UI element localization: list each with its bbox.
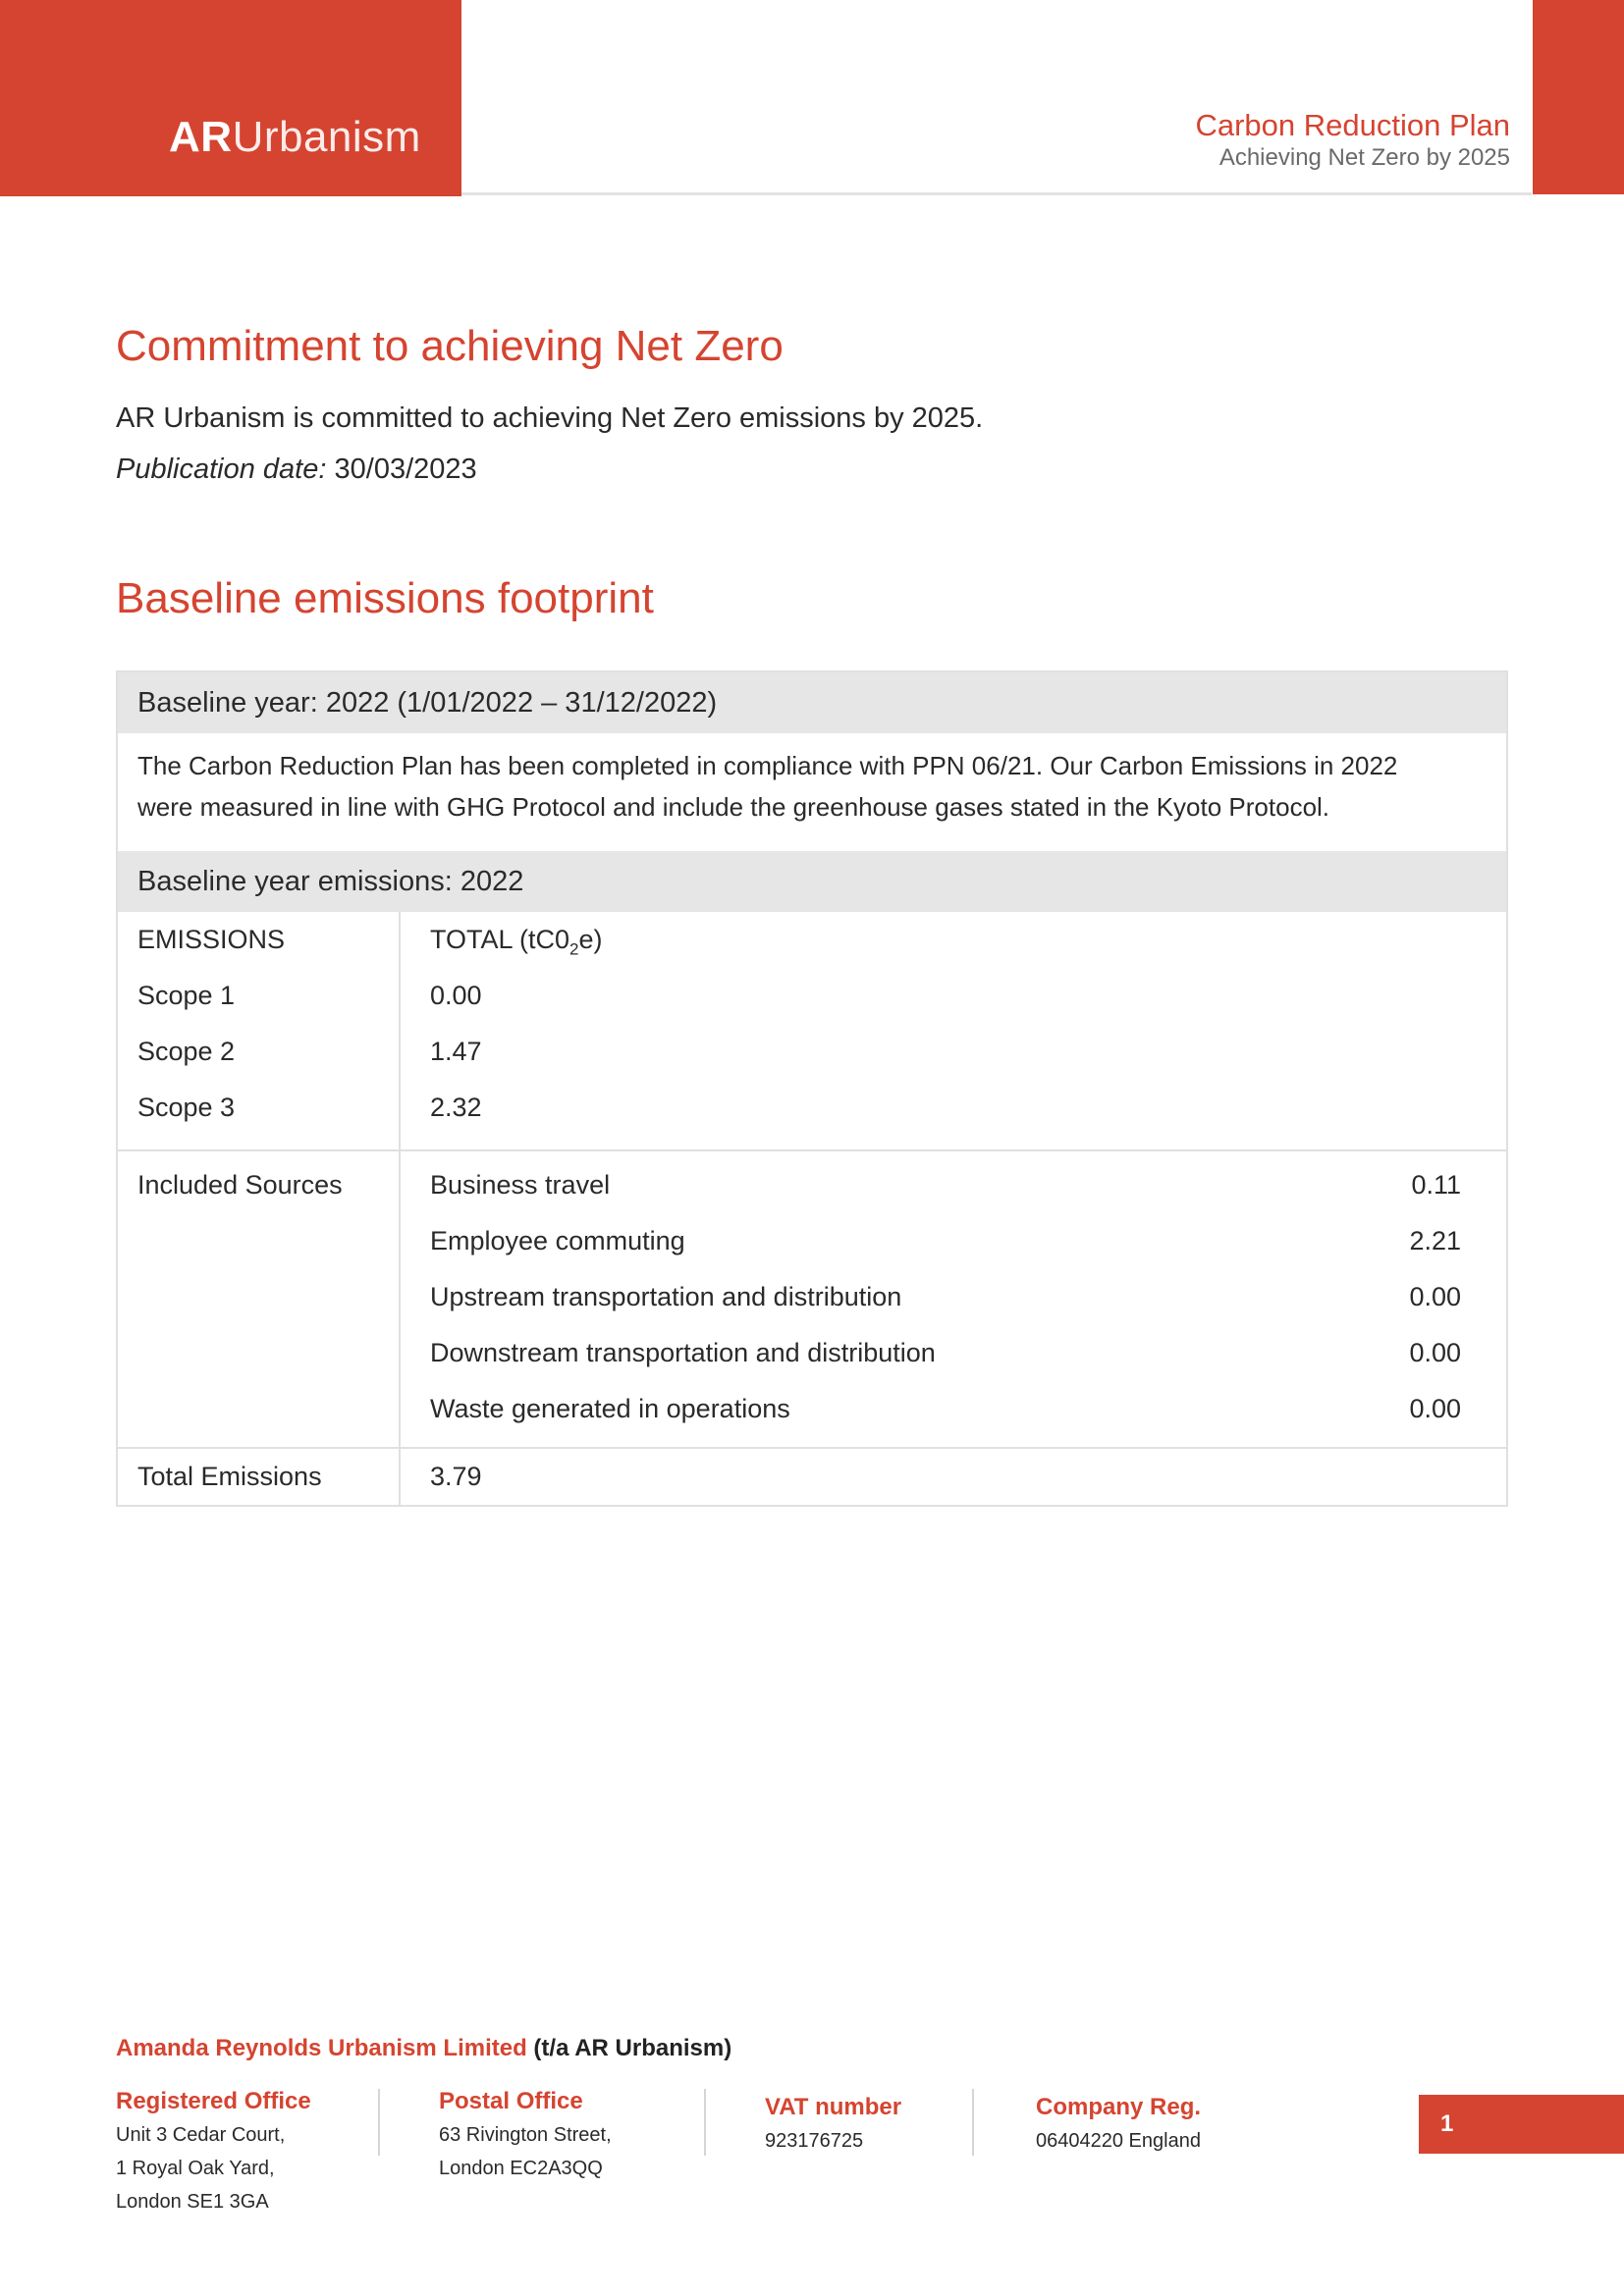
included-sources-row: [118, 1149, 1506, 1447]
included-sources-label: Included Sources: [137, 1170, 343, 1200]
document-subtitle: Achieving Net Zero by 2025: [1218, 144, 1510, 171]
source-name: Business travel: [430, 1170, 611, 1200]
registered-office-heading: Registered Office: [116, 2088, 311, 2114]
header-brand-block: [0, 0, 461, 196]
company-reg-value: 06404220 England: [1036, 2130, 1201, 2152]
header-divider: [461, 192, 1532, 195]
trading-as: (t/a AR Urbanism): [533, 2035, 732, 2061]
source-value: 2.21: [1409, 1226, 1461, 1255]
publication-date-line: [116, 450, 477, 489]
scope-2-value: 1.47: [430, 1037, 482, 1066]
col-header-emissions: EMISSIONS: [137, 925, 286, 954]
commitment-statement: AR Urbanism is committed to achieving Net Zero emissions by 2025.: [116, 402, 984, 434]
footer-separator: [378, 2089, 380, 2156]
scopes-row: [118, 912, 1506, 1149]
postal-office-line1: 63 Rivington Street,: [439, 2124, 612, 2146]
source-item: [430, 1381, 1506, 1437]
baseline-year-band: Baseline year: 2022 (1/01/2022 – 31/12/2022): [118, 672, 1506, 733]
footer-separator: [972, 2089, 974, 2156]
included-sources-list: [401, 1151, 1506, 1447]
vat-number: [765, 2091, 901, 2158]
col-header-total: [430, 912, 1506, 968]
source-name: Waste generated in operations: [430, 1394, 790, 1423]
included-sources-label-col: [118, 1151, 401, 1447]
company-registration: [1036, 2091, 1201, 2158]
col-header-total-suffix: e): [578, 925, 603, 954]
company-logo: [169, 110, 421, 165]
source-item: [430, 1157, 1506, 1213]
publication-label: Publication date:: [116, 454, 327, 485]
total-emissions-value-col: [401, 1449, 1506, 1505]
total-emissions-value: 3.79: [430, 1462, 482, 1491]
total-emissions-row: [118, 1447, 1506, 1505]
registered-office-line1: Unit 3 Cedar Court,: [116, 2124, 286, 2146]
registered-office: [116, 2085, 311, 2218]
source-value: 0.11: [1411, 1170, 1461, 1200]
postal-office-line2: London EC2A3QQ: [439, 2158, 603, 2179]
scope-3-label: Scope 3: [137, 1093, 236, 1122]
registered-office-line2: 1 Royal Oak Yard,: [116, 2158, 275, 2179]
scopes-label-col: [118, 912, 401, 1149]
footer-company-name: [116, 2033, 731, 2064]
col-header-total-sub: 2: [569, 939, 579, 959]
baseline-heading: Baseline emissions footprint: [116, 574, 654, 622]
scope-3-value: 2.32: [430, 1093, 482, 1122]
source-name: Downstream transportation and distribution: [430, 1338, 936, 1367]
scope-2-label: Scope 2: [137, 1037, 236, 1066]
postal-office-heading: Postal Office: [439, 2088, 583, 2114]
logo-ar: AR: [169, 113, 233, 161]
scope-1-value: 0.00: [430, 981, 482, 1010]
source-item: [430, 1213, 1506, 1269]
footer-separator: [704, 2089, 706, 2156]
total-emissions-label: Total Emissions: [137, 1462, 322, 1491]
total-emissions-label-col: [118, 1449, 401, 1505]
source-name: Employee commuting: [430, 1226, 685, 1255]
commitment-heading: Commitment to achieving Net Zero: [116, 322, 784, 370]
vat-number-value: 923176725: [765, 2130, 864, 2152]
scopes-value-col: [401, 912, 1506, 1149]
baseline-emissions-band: Baseline year emissions: 2022: [118, 851, 1506, 912]
source-item: [430, 1325, 1506, 1381]
logo-urbanism: Urbanism: [232, 113, 421, 161]
source-value: 0.00: [1409, 1394, 1461, 1423]
document-title: Carbon Reduction Plan: [1195, 108, 1510, 142]
vat-number-heading: VAT number: [765, 2094, 902, 2120]
baseline-description: The Carbon Reduction Plan has been completed in compliance with PPN 06/21. Our Carbon Emissions in 2022 were measured in line with GHG Protocol and include the greenhouse gases stated in the Kyoto Protocol.: [137, 751, 1398, 822]
col-header-total-prefix: TOTAL (tC0: [430, 925, 570, 954]
source-value: 0.00: [1409, 1282, 1461, 1311]
header-accent-block: [1533, 0, 1624, 194]
company-reg-heading: Company Reg.: [1036, 2094, 1202, 2120]
source-value: 0.00: [1409, 1338, 1461, 1367]
source-name: Upstream transportation and distribution: [430, 1282, 902, 1311]
page-number: 1: [1419, 2095, 1624, 2154]
source-item: [430, 1269, 1506, 1325]
postal-office: [439, 2085, 612, 2185]
publication-date: 30/03/2023: [334, 454, 477, 485]
company-legal-name: Amanda Reynolds Urbanism Limited: [116, 2035, 527, 2061]
baseline-emissions-table: [116, 670, 1508, 1507]
registered-office-line3: London SE1 3GA: [116, 2191, 269, 2213]
scope-1-label: Scope 1: [137, 981, 236, 1010]
